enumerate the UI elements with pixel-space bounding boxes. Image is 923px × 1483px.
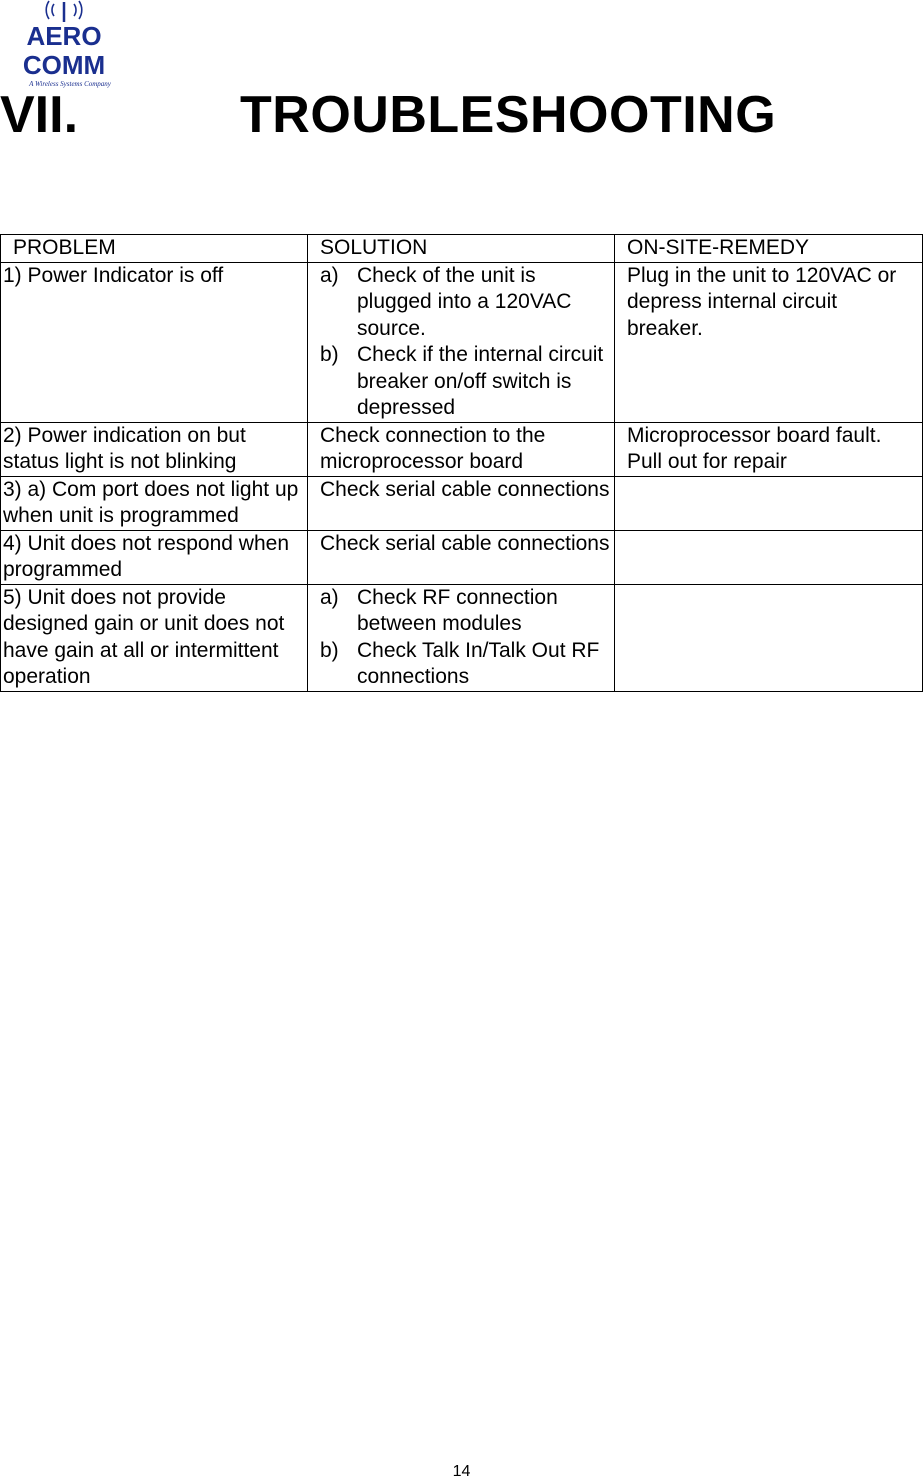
solution-step (320, 342, 610, 422)
remedy-cell: Plug in the unit to 120VAC or depress internal circuit breaker. (615, 262, 923, 422)
table-row (1, 262, 923, 422)
logo-word-aero: AERO (26, 21, 102, 51)
aerocomm-logo-mark (10, 0, 130, 80)
step-marker: a) (320, 263, 339, 287)
header-solution: SOLUTION (308, 235, 615, 263)
solution-step (320, 263, 610, 343)
aerocomm-logo (10, 0, 130, 92)
remedy-cell: Microprocessor board fault. Pull out for repair (615, 422, 923, 476)
solution-steps (320, 263, 610, 422)
table-header-row (1, 235, 923, 263)
logo-tagline: A Wireless Systems Company (29, 80, 111, 88)
header-problem: PROBLEM (1, 235, 308, 263)
remedy-cell (615, 530, 923, 584)
step-marker: b) (320, 343, 339, 366)
remedy-cell (615, 476, 923, 530)
remedy-cell (615, 584, 923, 691)
antenna-waves-icon (46, 1, 82, 22)
table-row (1, 584, 923, 691)
solution-cell (308, 262, 615, 422)
table-row (1, 422, 923, 476)
solution-cell: Check connection to the microprocessor board (308, 422, 615, 476)
logo-word-comm: COMM (22, 50, 106, 80)
solution-step (320, 638, 610, 691)
problem-cell: 1) Power Indicator is off (1, 262, 308, 422)
step-marker: b) (320, 638, 339, 662)
solution-steps (320, 585, 610, 691)
solution-step (320, 585, 610, 638)
page-number: 14 (452, 1463, 471, 1480)
solution-cell: Check serial cable connections (308, 476, 615, 530)
step-text: Check of the unit is plugged into a 120VAC source. (357, 263, 572, 340)
section-title: TROUBLESHOOTING (240, 86, 777, 144)
problem-cell: 3) a) Com port does not light up when unit is programmed (1, 476, 308, 530)
solution-cell (308, 584, 615, 691)
section-number: VII. (0, 86, 79, 144)
step-text: Check RF connection between modules (357, 585, 558, 635)
section-heading (0, 80, 923, 150)
troubleshooting-table (0, 234, 923, 692)
step-text: Check Talk In/Talk Out RF connections (357, 638, 600, 688)
problem-cell: 2) Power indication on but status light is not blinking (1, 422, 308, 476)
step-text: Check if the internal circuit breaker on/off switch is depressed (357, 343, 604, 419)
problem-cell: 5) Unit does not provide designed gain or unit does not have gain at all or intermittent operation (1, 584, 308, 691)
step-marker: a) (320, 585, 339, 609)
header-remedy: ON-SITE-REMEDY (615, 235, 923, 263)
solution-cell: Check serial cable connections (308, 530, 615, 584)
table-row (1, 530, 923, 584)
table-row (1, 476, 923, 530)
problem-cell: 4) Unit does not respond when programmed (1, 530, 308, 584)
